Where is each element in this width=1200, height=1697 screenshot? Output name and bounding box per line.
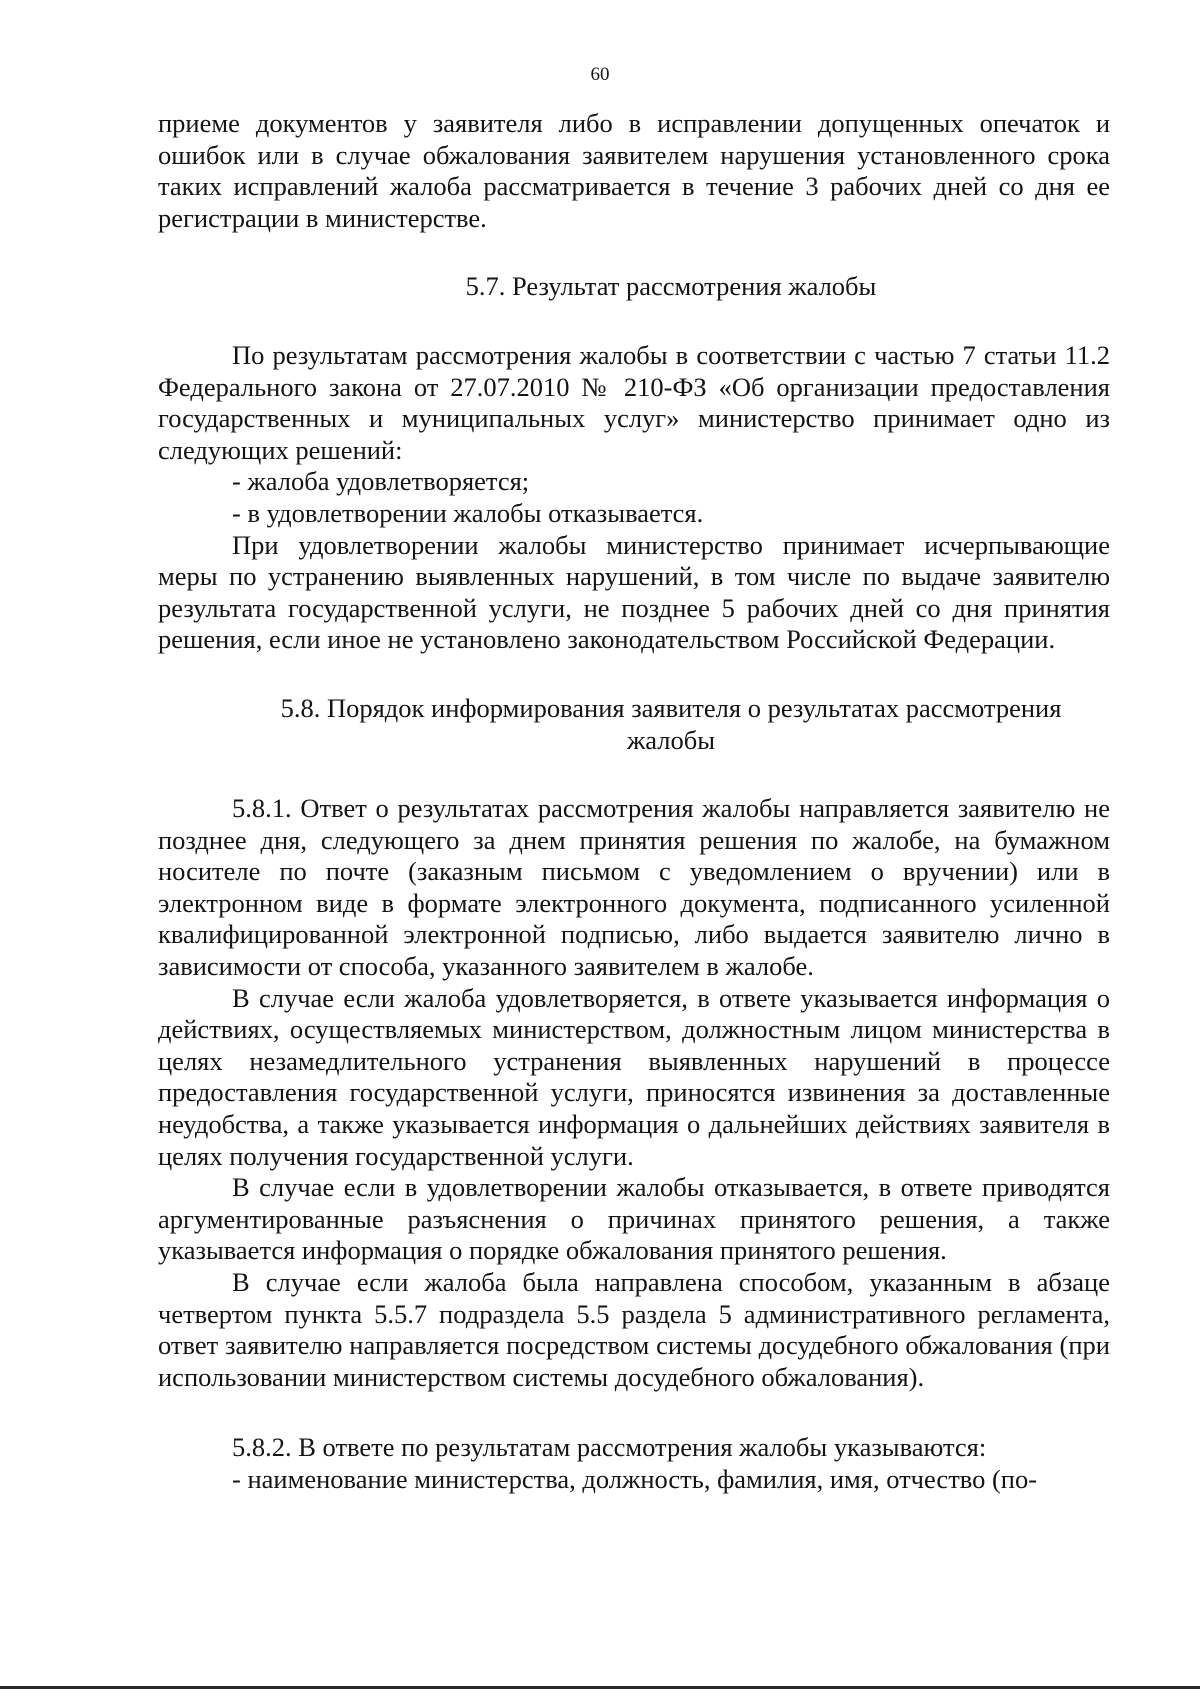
section-5-8-paragraph-3: В случае если в удовлетворении жалобы отказывается, в ответе приводятся аргументированные разъяснения о причинах принятого решения, а также указывается информация о порядке обжалования принятого решения. [158,1172,1110,1266]
spacer [158,756,1110,793]
section-5-8-heading [158,693,1110,756]
section-5-7-paragraph-1: По результатам рассмотрения жалобы в соответствии с частью 7 статьи 11.2 Федерального закона от 27.07.2010 № 210-ФЗ «Об организации предоставления государственных и муниципальных услуг» министерство принимает одно из следующих решений: [158,339,1110,465]
spacer [158,656,1110,693]
section-5-8-heading-line-1: 5.8. Порядок информирования заявителя о результатах рассмотрения [280,692,1062,723]
section-5-8-paragraph-4: В случае если жалоба была направлена способом, указанным в абзаце четвертом пункта 5.5.7 подраздела 5.5 раздела 5 административного регламента, ответ заявителю направляется посредством системы досудебного обжалования (при использовании министерством системы досудебного обжалования). [158,1267,1110,1392]
spacer [158,303,1110,340]
section-5-8-paragraph-2: В случае если жалоба удовлетворяется, в ответе указывается информация о действиях, осуществляемых министерством, должностным лицом министерства в целях незамедлительного устранения выявленных нарушений в процессе предоставления государственной услуги, приносятся извинения за доставленные неудобства, а также указывается информация о дальнейших действиях заявителя в целях получения государственной услуги. [158,982,1110,1171]
intro-paragraph: приеме документов у заявителя либо в исправлении допущенных опечаток и ошибок или в случае обжалования заявителем нарушения установленного срока таких исправлений жалоба рассматривается в течение 3 рабочих дней со дня ее регистрации в министерстве. [158,108,1110,233]
document-body [158,108,1110,1496]
section-5-8-item-1: - наименование министерства, должность, фамилия, имя, отчество (по- [232,1463,1038,1494]
section-5-8-paragraph-1: 5.8.1. Ответ о результатах рассмотрения жалобы направляется заявителю не позднее дня, следующего за днем принятия решения по жалобе, на бумажном носителе по почте (заказным письмом с уведомлением о вручении) или в электронном виде в формате электронного документа, подписанного усиленной квалифицированной электронной подписью, либо выдается заявителю лично в зависимости от способа, указанного заявителем в жалобе. [158,793,1110,982]
section-5-7-item-1: - жалоба удовлетворяется; [232,466,530,497]
page-number: 60 [590,64,610,85]
section-5-7-item-2: - в удовлетворении жалобы отказывается. [232,497,704,528]
spacer [158,1393,1110,1432]
section-5-7-paragraph-2: При удовлетворении жалобы министерство принимает исчерпывающие меры по устранению выявленных нарушений, в том числе по выдаче заявителю результата государственной услуги, не позднее 5 рабочих дней со дня принятия решения, если иное не установлено законодательством Российской Федерации. [158,529,1110,655]
spacer [158,234,1110,271]
bottom-rule [0,1686,1200,1689]
section-5-8-paragraph-5: 5.8.2. В ответе по результатам рассмотрения жалобы указываются: [232,1432,987,1463]
section-5-7-heading: 5.7. Результат рассмотрения жалобы [465,271,877,302]
section-5-8-heading-line-2: жалобы [626,724,716,755]
